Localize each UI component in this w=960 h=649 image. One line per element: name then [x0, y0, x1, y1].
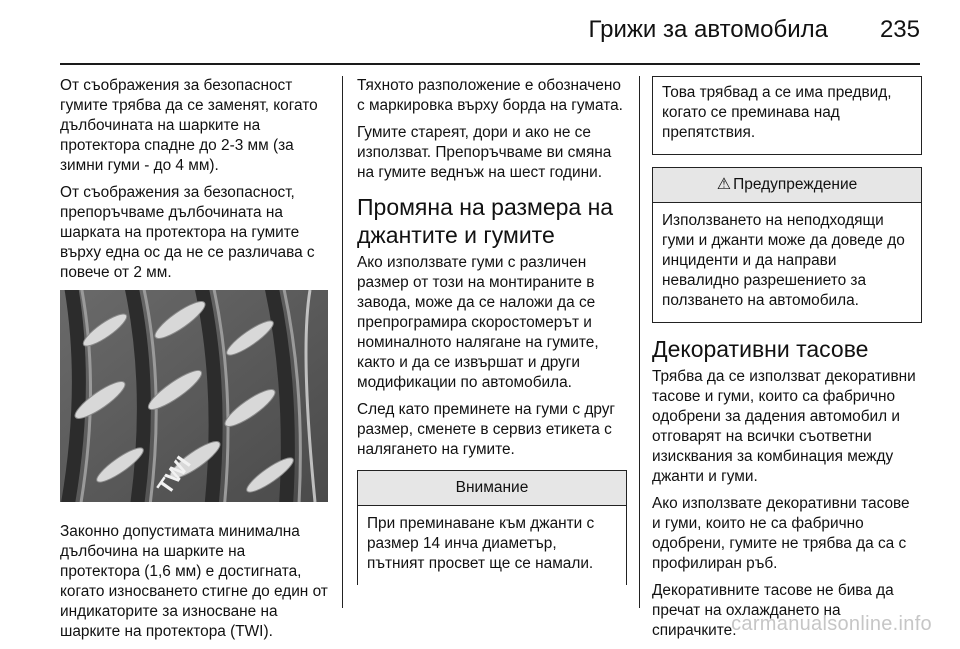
page-number: 235 [879, 16, 920, 43]
header-title: Грижи за автомобила [588, 16, 828, 43]
caution-text-continued: Това трябвад а се има предвид, когато се преминава над препятствия. [662, 84, 892, 141]
column-2 [357, 76, 627, 585]
section-heading: Декоративни тасове [652, 336, 869, 362]
warning-text: Използването на неподходящи гуми и джанти може да доведе до инциденти и да направи невалидно разрешението за ползването на автомобила. [662, 212, 905, 309]
column-divider [342, 76, 343, 608]
caution-box [357, 470, 627, 585]
paragraph: От съображения за безопасност гумите трябва да се заменят, когато дълбочината на шарките на протектора спадне до 2-3 мм (за зимни гуми - до 4 мм). [60, 77, 318, 174]
paragraph: Гумите стареят, дори и ако не се използват. Препоръчваме ви смяна на гумите веднъж на шест години. [357, 124, 612, 181]
warning-triangle-icon: ⚠ [716, 176, 732, 193]
twi-label: TWI [152, 451, 196, 499]
caution-box-continued [652, 76, 922, 155]
paragraph: Тяхното разположение е обозначено с маркировка върху борда на гумата. [357, 77, 623, 114]
watermark: carmanualsonline.info [731, 613, 932, 635]
paragraph: Законно допустимата минимална дълбочина на шарките на протектора (1,6 мм) е достигната, когато износването стигне до един от индикаторите за износване на шарките на протектора (TWI). [60, 523, 328, 640]
column-3 [652, 76, 922, 648]
warning-header [653, 168, 921, 203]
page-header [60, 0, 920, 65]
warning-title: Предупреждение [733, 176, 858, 193]
paragraph: От съображения за безопасност, препоръчваме дълбочината на шарката на протектора на гумите върху една ос да не се различава с повече от 2 мм. [60, 184, 315, 281]
warning-box [652, 167, 922, 323]
section-heading: Промяна на размера на джантите и гумите [357, 194, 614, 248]
paragraph: След като преминете на гуми с друг размер, сменете в сервиз етикета с налягането на гумите. [357, 401, 616, 458]
column-divider [639, 76, 640, 608]
caution-title: Внимание [358, 471, 626, 506]
column-1 [60, 76, 328, 649]
caution-text: При преминаване към джанти с размер 14 инча диаметър, пътният просвет ще се намали. [367, 515, 595, 572]
tire-tread-illustration [60, 290, 328, 502]
paragraph: Трябва да се използват декоративни тасове и гуми, които са фабрично одобрени за дадения автомобил и отговарят на всички съответни изисквания за комбинация между джанти и гуми. [652, 368, 916, 485]
paragraph: Декоративните тасове не бива да пречат на охлаждането на спирачките. [652, 582, 894, 639]
paragraph: Ако използвате декоративни тасове и гуми, които не са фабрично одобрени, гумите не трябва да са с профилиран ръб. [652, 495, 910, 572]
paragraph: Ако използвате гуми с различен размер от този на монтираните в завода, може да се наложи да се препрограмира скоростомерът и номиналното налягане на гумите, както и да се извършат и други модификации по автомобила. [357, 254, 599, 391]
